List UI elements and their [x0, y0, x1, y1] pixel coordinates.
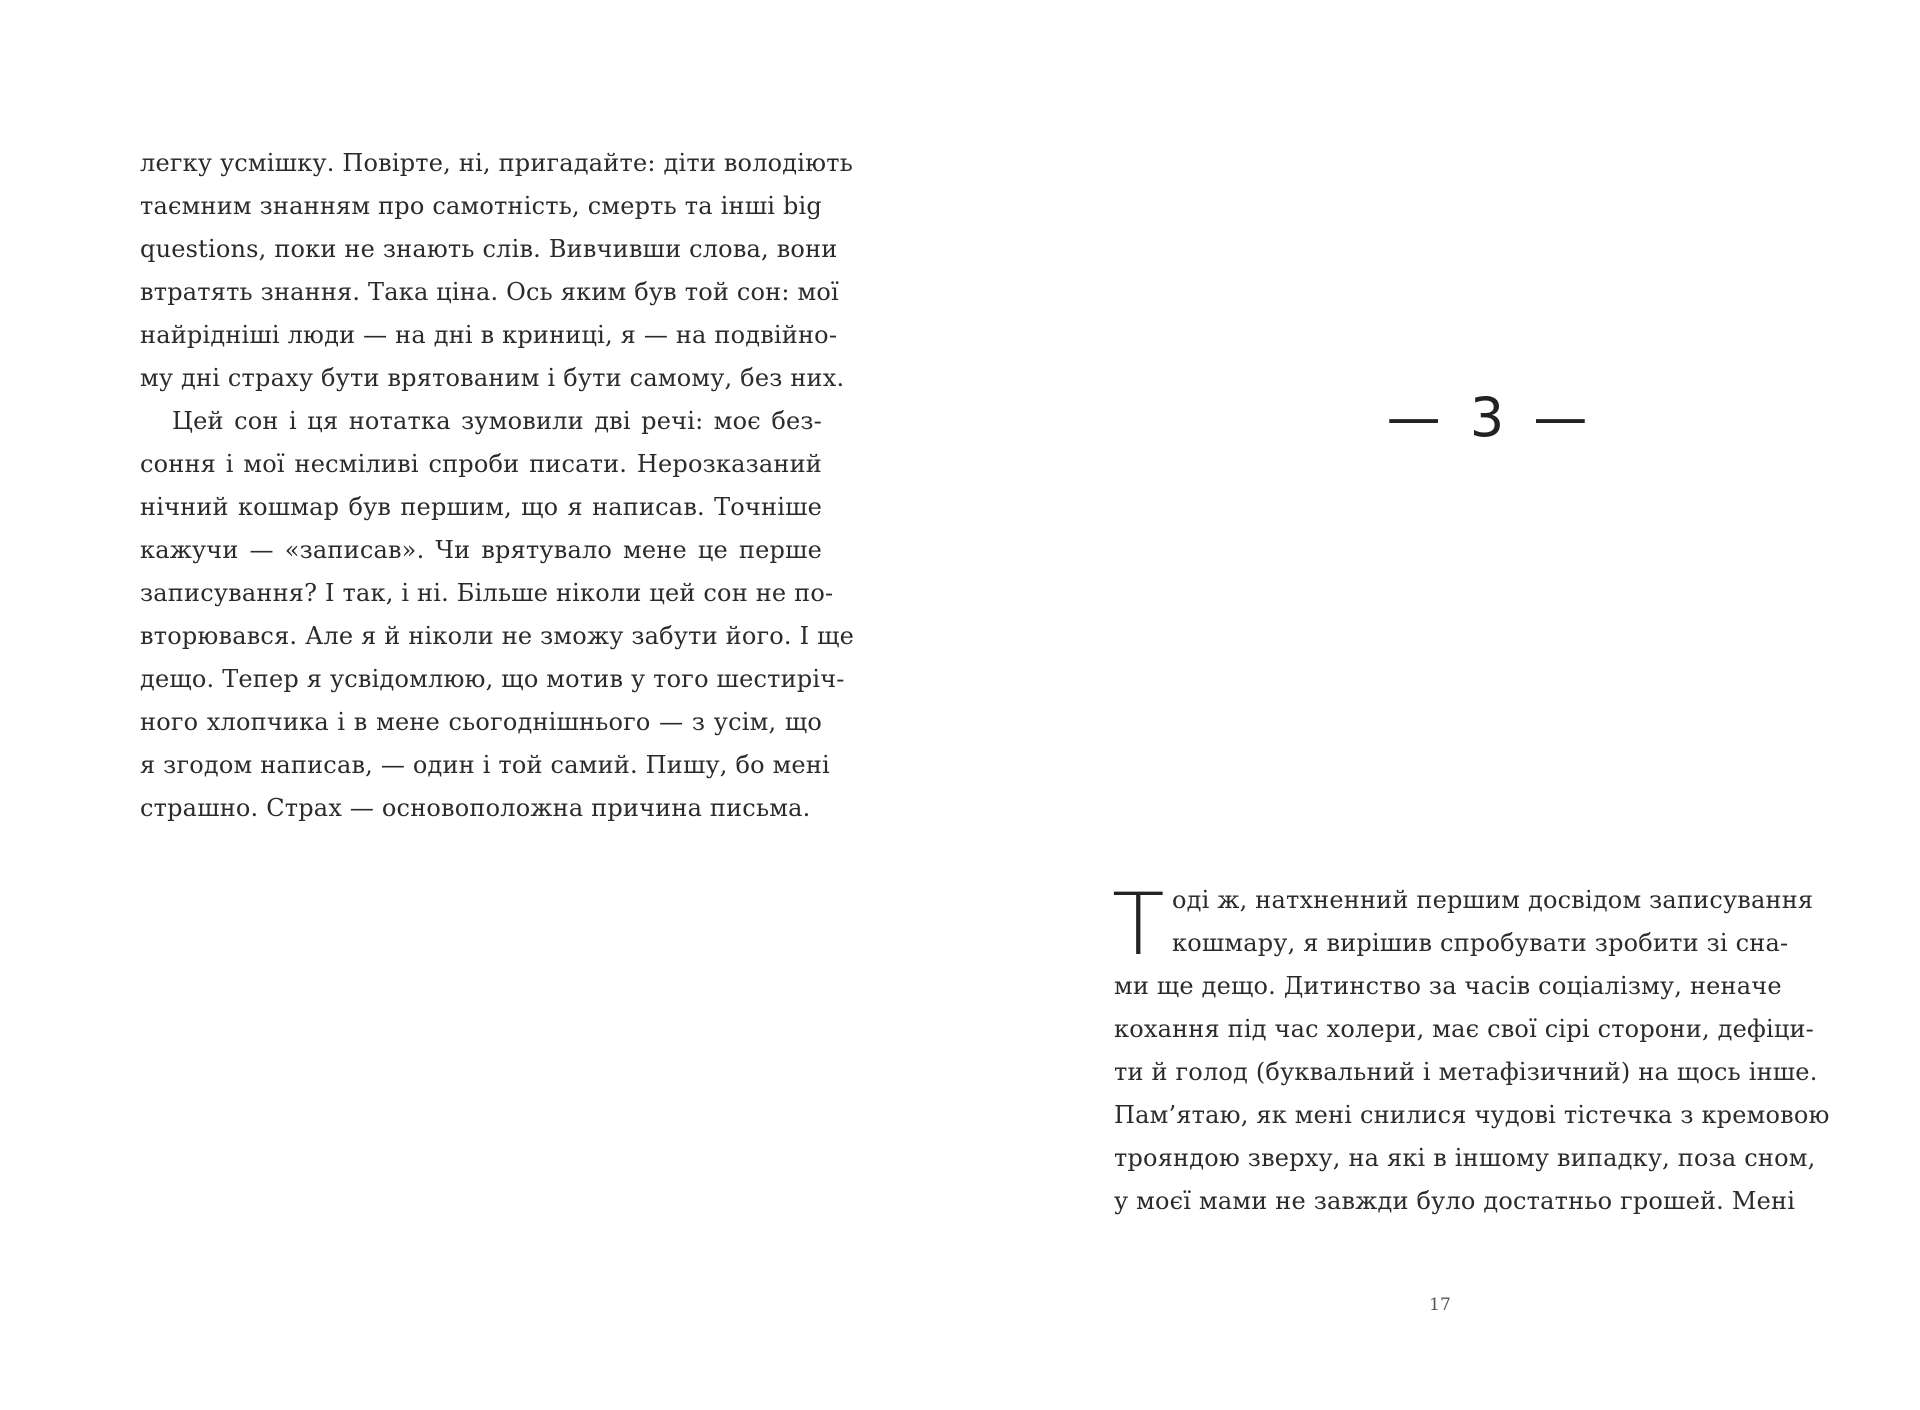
paragraph-last-line: страшно. Страх — основоположна причина письма. [140, 794, 811, 822]
text-line: ного хлопчика і в мене сьогоднішнього — з усім, що [140, 708, 822, 736]
text-line: Пам’ятаю, як мені снилися чудові тістечка з кремовою [1114, 1101, 1830, 1129]
text-line: оді ж, натхненний першим досвідом записування [1172, 886, 1814, 914]
text-line: questions, поки не знають слів. Вивчивши слова, вони [140, 235, 838, 263]
page-number: 17 [1429, 1295, 1451, 1315]
text-line: вторювався. Але я й ніколи не зможу забути його. І ще [140, 622, 854, 650]
text-line: кошмару, я вирішив спробувати зробити зі сна- [1172, 929, 1789, 957]
chapter-heading: — 3 — [1386, 386, 1594, 449]
text-line: я згодом написав, — один і той самий. Пишу, бо мені [140, 751, 830, 779]
text-line: кохання під час холери, має свої сірі сторони, дефіци- [1114, 1015, 1814, 1043]
text-line: соння і мої несміливі спроби писати. Нерозказаний [140, 450, 822, 478]
text-line: таємним знанням про самотність, смерть та інші big [140, 192, 822, 220]
text-line: ми ще дещо. Дитинство за часів соціалізму, неначе [1114, 972, 1782, 1000]
text-line: записування? І так, і ні. Більше ніколи цей сон не по- [140, 579, 834, 607]
paragraph-first-line: Цей сон і ця нотатка зумовили дві речі: моє без- [172, 407, 822, 435]
text-line: легку усмішку. Повірте, ні, пригадайте: діти володіють [140, 149, 853, 177]
text-line: трояндою зверху, на які в іншому випадку, поза сном, [1114, 1144, 1816, 1172]
drop-cap-letter: Т [1112, 875, 1165, 975]
text-line: ти й голод (буквальний і метафізичний) на щось інше. [1114, 1058, 1818, 1086]
text-line: кажучи — «записав». Чи врятувало мене це перше [140, 536, 822, 564]
text-line: му дні страху бути врятованим і бути самому, без них. [140, 364, 845, 392]
text-line: найрідніші люди — на дні в криниці, я — на подвійно- [140, 321, 838, 349]
text-line: втратять знання. Така ціна. Ось яким був той сон: мої [140, 278, 839, 306]
right-page [960, 0, 1920, 1410]
text-line: нічний кошмар був першим, що я написав. Точніше [140, 493, 822, 521]
text-line: у моєї мами не завжди було достатньо грошей. Мені [1114, 1187, 1796, 1215]
text-line: дещо. Тепер я усвідомлюю, що мотив у того шестиріч- [140, 665, 845, 693]
